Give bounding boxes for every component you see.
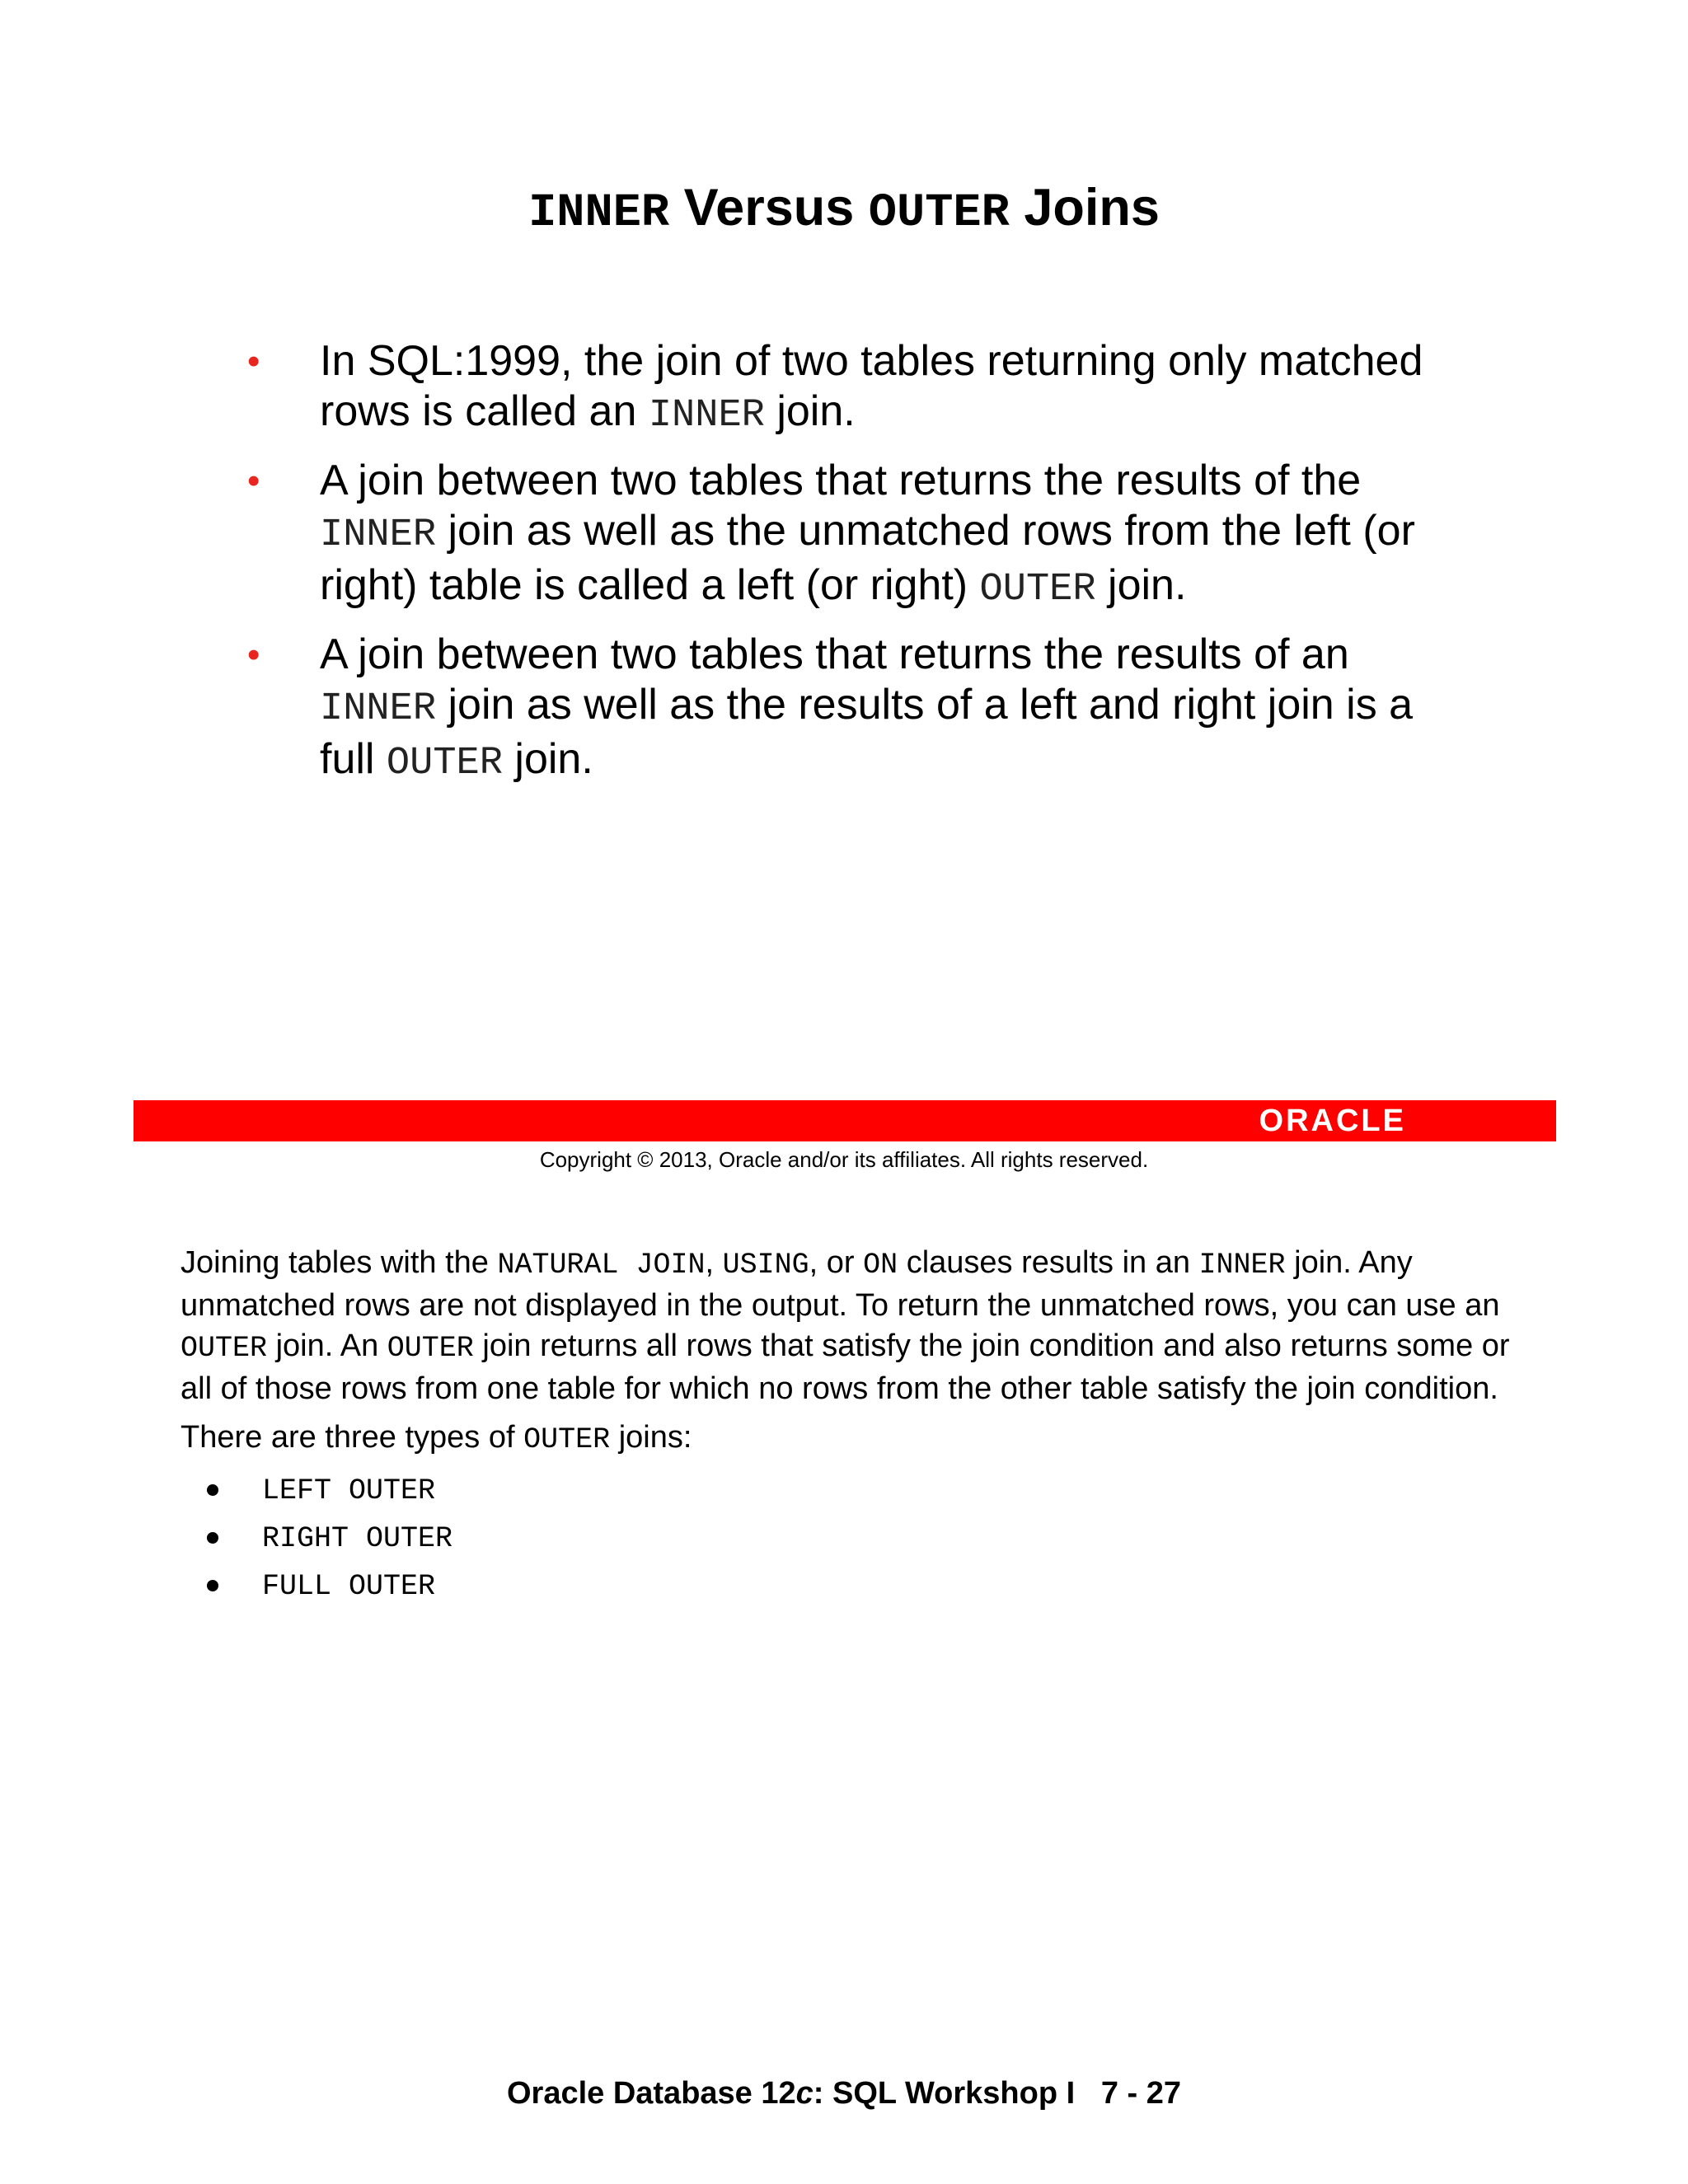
footer-text: Oracle Database 12 [506,2076,796,2111]
code-keyword: INNER [648,394,765,438]
slide-bullet-3 [247,630,1467,789]
list-item [181,1467,1549,1515]
notes-text: joins: [610,1420,692,1455]
list-item [181,1515,1549,1563]
code-keyword: ON [863,1249,898,1282]
notes-text: Joining tables with the [181,1245,498,1280]
notes-paragraph-2 [181,1418,1549,1460]
notes-text: join. An [267,1329,387,1363]
code-keyword: NATURAL JOIN [497,1249,706,1282]
code-keyword: OUTER [979,568,1096,612]
slide-footer-bar [134,1100,1556,1141]
list-item-label: FULL OUTER [262,1570,436,1603]
bullet-dot-icon [207,1484,218,1496]
outer-join-types-list [181,1467,1549,1610]
notes-paragraph-1 [181,1243,1549,1409]
bullet-text: A join between two tables that returns the results of the [320,457,1362,504]
oracle-logo: ORACLE [1259,1104,1406,1138]
notes-text: clauses results in an [898,1245,1199,1280]
title-text-versus: Versus [669,179,869,237]
list-item-label: LEFT OUTER [262,1474,436,1507]
footer-italic: c [795,2076,814,2111]
bullet-dot-icon [207,1580,218,1591]
code-keyword: INNER [320,687,437,731]
copyright-notice: Copyright © 2013, Oracle and/or its affiliates. All rights reserved. [539,1147,1149,1172]
notes-text: join. Any unmatched rows are not displayed in the output. To return the unmatched rows, you can use an [181,1245,1500,1323]
bullet-text: A join between two tables that returns the results of an [320,630,1349,678]
notes-text: There are three types of [181,1420,524,1455]
footer-text: : SQL Workshop I 7 - 27 [813,2076,1182,2111]
code-keyword: INNER [320,513,437,557]
title-keyword-inner: INNER [528,187,670,240]
red-bullet-icon: • [247,461,260,501]
bullet-dot-icon [207,1532,218,1544]
code-keyword: OUTER [523,1423,611,1456]
title-keyword-outer: OUTER [868,187,1010,240]
page-footer [0,2073,1688,2114]
bullet-text: join as well as the unmatched rows from the left (or right) table is called a left (or right) [320,507,1415,609]
notes-section [181,1243,1549,1610]
notes-text: , or [809,1245,864,1280]
slide-bullet-2 [247,456,1467,615]
bullet-text: join. [764,387,856,435]
slide-title [0,175,1688,246]
list-item-label: RIGHT OUTER [262,1522,453,1555]
code-keyword: OUTER [387,1332,474,1365]
red-bullet-icon: • [247,341,260,382]
bullet-text: join. [1095,561,1187,609]
list-item [181,1563,1549,1610]
bullet-text: join. [502,735,593,783]
code-keyword: OUTER [181,1332,268,1365]
notes-text: , [705,1245,723,1280]
red-bullet-icon: • [247,635,260,675]
title-text-joins: Joins [1009,179,1160,237]
code-keyword: USING [722,1249,809,1282]
code-keyword: OUTER [386,742,503,785]
bullet-text: join as well as the results of a left and right join is a full [320,681,1414,783]
bullet-text: In SQL:1999, the join of two tables returning only matched rows is called an [320,337,1423,435]
notes-text: join returns all rows that satisfy the join condition and also returns some or all of those rows from one table for which no rows from the other table satisfy the join condition. [181,1329,1510,1406]
slide-bullet-1 [247,336,1467,441]
slide-bullet-list [247,336,1467,804]
code-keyword: INNER [1198,1249,1286,1282]
